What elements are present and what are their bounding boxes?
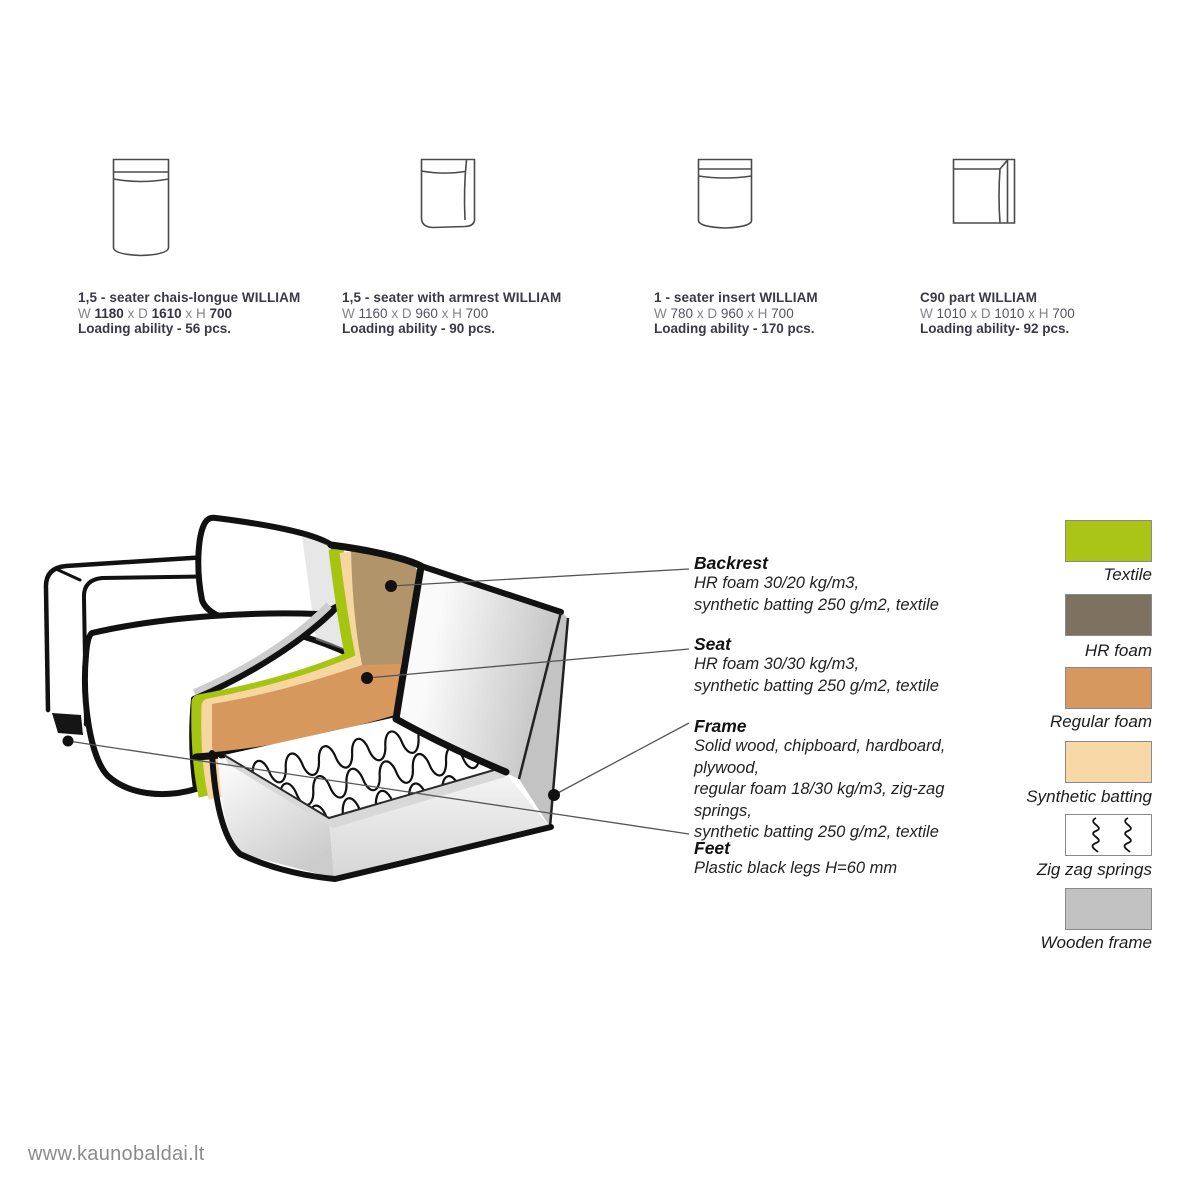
module-dimensions: W 1180 x D 1610 x H 700 (78, 305, 232, 321)
legend-label-wooden-frame: Wooden frame (1040, 933, 1152, 952)
legend-label-zigzag-springs: Zig zag springs (1036, 860, 1152, 879)
callout-title: Seat (694, 634, 731, 654)
legend-swatch-hr-foam (1065, 594, 1152, 636)
module-name: 1 - seater insert WILLIAM (654, 290, 818, 305)
module-loading-ability: Loading ability- 92 pcs. (920, 321, 1070, 336)
callout-line: synthetic batting 250 g/m2, textile (694, 595, 939, 614)
legend-swatch-wooden-frame (1065, 888, 1152, 930)
legend-swatch-synthetic-batting (1065, 741, 1152, 783)
module-name: C90 part WILLIAM (920, 290, 1038, 305)
module-name: 1,5 - seater with armrest WILLIAM (342, 290, 562, 305)
legend-label-regular-foam: Regular foam (1049, 712, 1152, 731)
module-name: 1,5 - seater chais-longue WILLIAM (78, 290, 301, 305)
legend-swatch-regular-foam (1065, 667, 1152, 709)
module-loading-ability: Loading ability - 56 pcs. (78, 321, 232, 336)
callout-line: HR foam 30/30 kg/m3, (694, 655, 860, 673)
callout-line: regular foam 18/30 kg/m3, zig-zag springs, (694, 780, 945, 820)
module-loading-ability: Loading ability - 170 pcs. (654, 321, 815, 336)
zigzag-springs-icon (1066, 815, 1151, 855)
callout-frame (694, 716, 994, 844)
sofa-foot (52, 713, 83, 735)
legend-label-textile: Textile (1103, 565, 1152, 584)
callout-line: synthetic batting 250 g/m2, textile (694, 676, 939, 695)
legend-label-synthetic-batting: Synthetic batting (1026, 787, 1152, 806)
legend-swatch-textile (1065, 520, 1152, 562)
callout-title: Frame (694, 716, 747, 736)
callout-line: Plastic black legs H=60 mm (694, 859, 898, 877)
callout-title: Backrest (694, 553, 768, 573)
module-dimensions: W 1010 x D 1010 x H 700 (920, 305, 1075, 321)
callout-line: HR foam 30/20 kg/m3, (694, 574, 860, 592)
legend-swatch-zigzag-springs (1065, 814, 1152, 856)
callout-line: synthetic batting 250 g/m2, textile (694, 823, 939, 841)
callout-title: Feet (694, 838, 730, 858)
callout-line: Solid wood, chipboard, hardboard, plywood, (694, 737, 946, 777)
legend-label-hr-foam: HR foam (1084, 641, 1152, 660)
module-dimensions: W 780 x D 960 x H 700 (654, 305, 794, 321)
module-loading-ability: Loading ability - 90 pcs. (342, 321, 496, 336)
website-watermark: www.kaunobaldai.lt (28, 1143, 205, 1165)
module-dimensions: W 1160 x D 960 x H 700 (342, 305, 489, 321)
